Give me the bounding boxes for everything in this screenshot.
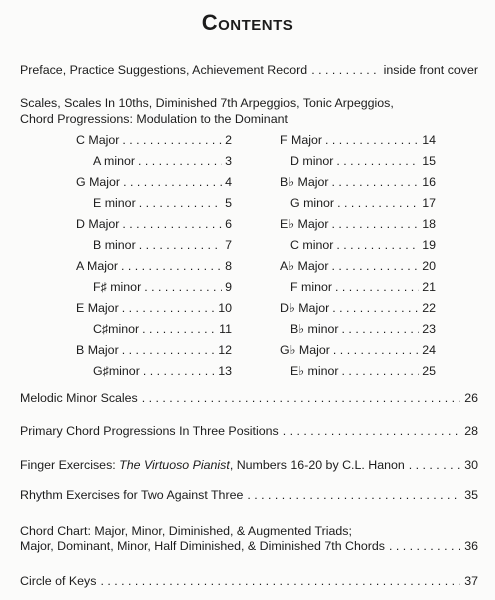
- dot-leader: [342, 322, 420, 337]
- key-name: E minor: [93, 196, 136, 210]
- dot-leader: [333, 343, 419, 358]
- key-page: 17: [422, 196, 436, 210]
- toc-entry-label: Circle of Keys: [20, 574, 97, 588]
- dot-leader: [122, 301, 216, 316]
- toc-entry-primary[interactable]: [20, 424, 478, 439]
- key-page: 4: [225, 175, 232, 189]
- dot-leader: [143, 364, 215, 379]
- key-name: B minor: [93, 238, 136, 252]
- dot-leader: [337, 196, 419, 211]
- dot-leader: [121, 259, 222, 274]
- toc-entry-label: Preface, Practice Suggestions, Achievement Record: [20, 63, 308, 77]
- dot-leader: [332, 175, 420, 190]
- key-name: G♭ Major: [280, 343, 330, 357]
- key-name: A Major: [76, 259, 119, 273]
- key-name: G minor: [290, 196, 335, 210]
- key-entry[interactable]: [76, 133, 232, 148]
- key-page: 20: [422, 259, 436, 273]
- page-title: Contents: [201, 10, 294, 35]
- toc-entry-label: Rhythm Exercises for Two Against Three: [20, 488, 244, 502]
- toc-entry-melodic[interactable]: [20, 391, 478, 406]
- toc-entry-label: Major, Dominant, Minor, Half Diminished, & Diminished 7th Chords: [20, 539, 385, 553]
- key-name: B♭ minor: [290, 322, 339, 336]
- key-entry[interactable]: [280, 343, 436, 358]
- key-page: 15: [422, 154, 436, 168]
- key-name: F minor: [290, 280, 332, 294]
- dot-leader: [122, 343, 216, 358]
- key-name: E♭ minor: [290, 364, 339, 378]
- key-entry[interactable]: [280, 259, 436, 274]
- toc-entry-label: Melodic Minor Scales: [20, 391, 138, 405]
- key-page: 18: [422, 217, 436, 231]
- scales-heading-line1: Scales, Scales In 10ths, Diminished 7th Arpeggios, Tonic Arpeggios,: [20, 96, 394, 110]
- dot-leader: [144, 280, 222, 295]
- key-entry[interactable]: [290, 364, 436, 379]
- dot-leader: [389, 539, 460, 554]
- scales-heading-line2: Chord Progressions: Modulation to the Dominant: [20, 112, 288, 126]
- key-page: 19: [422, 238, 436, 252]
- key-entry[interactable]: [76, 217, 232, 232]
- toc-entry-chord-chart[interactable]: [20, 539, 478, 554]
- key-name: G Major: [76, 175, 121, 189]
- key-page: 24: [422, 343, 436, 357]
- key-page: 12: [218, 343, 232, 357]
- dot-leader: [342, 364, 420, 379]
- key-entry[interactable]: [76, 259, 232, 274]
- key-entry[interactable]: [290, 196, 436, 211]
- label-suffix: , Numbers 16-20 by C.L. Hanon: [229, 458, 405, 472]
- key-page: 16: [422, 175, 436, 189]
- key-entry[interactable]: [290, 280, 436, 295]
- key-page: 22: [422, 301, 436, 315]
- key-entry[interactable]: [93, 238, 232, 253]
- dot-leader: [332, 259, 420, 274]
- key-entry[interactable]: [290, 322, 436, 337]
- dot-leader: [336, 154, 419, 169]
- key-name: E♭ Major: [280, 217, 329, 231]
- key-page: 21: [422, 280, 436, 294]
- key-entry[interactable]: [76, 301, 232, 316]
- key-entry[interactable]: [93, 154, 232, 169]
- key-entry[interactable]: [290, 154, 436, 169]
- toc-entry-chord-chart-line1: Chord Chart: Major, Minor, Diminished, & Augmented Triads;: [20, 524, 352, 538]
- key-entry[interactable]: [290, 238, 436, 253]
- key-page: 13: [218, 364, 232, 378]
- dot-leader: [335, 280, 419, 295]
- key-name: D minor: [290, 154, 334, 168]
- key-page: 10: [218, 301, 232, 315]
- dot-leader: [138, 154, 222, 169]
- dot-leader: [139, 238, 222, 253]
- dot-leader: [311, 63, 379, 78]
- key-name: C♯minor: [93, 322, 140, 336]
- dot-leader: [332, 301, 419, 316]
- dot-leader: [122, 133, 222, 148]
- key-name: D♭ Major: [280, 301, 330, 315]
- dot-leader: [332, 217, 420, 232]
- key-entry[interactable]: [280, 301, 436, 316]
- key-entry[interactable]: [93, 322, 232, 337]
- key-entry[interactable]: [93, 364, 232, 379]
- key-page: 14: [422, 133, 436, 147]
- dot-leader: [139, 196, 222, 211]
- toc-entry-page: 30: [464, 458, 478, 472]
- key-page: 11: [219, 322, 232, 336]
- toc-entry-rhythm[interactable]: [20, 488, 478, 503]
- key-page: 5: [225, 196, 232, 210]
- key-page: 2: [225, 133, 232, 147]
- key-name: D Major: [76, 217, 120, 231]
- toc-entry-label: [20, 458, 405, 473]
- book-title: The Virtuoso Pianist: [119, 458, 230, 472]
- key-name: F♯ minor: [93, 280, 142, 294]
- key-page: 25: [422, 364, 436, 378]
- key-name: A♭ Major: [280, 259, 329, 273]
- dot-leader: [409, 458, 460, 473]
- toc-entry-page: 37: [464, 574, 478, 588]
- toc-entry-label: Primary Chord Progressions In Three Positions: [20, 424, 279, 438]
- toc-entry-circle[interactable]: [20, 574, 478, 589]
- key-page: 9: [225, 280, 232, 294]
- key-entry[interactable]: [76, 343, 232, 358]
- toc-entry-page: inside front cover: [383, 63, 478, 77]
- key-name: B♭ Major: [280, 175, 329, 189]
- key-entry[interactable]: [76, 175, 232, 190]
- key-entry[interactable]: [93, 196, 232, 211]
- key-page: 3: [225, 154, 232, 168]
- dot-leader: [247, 488, 460, 503]
- key-entry[interactable]: [280, 217, 436, 232]
- key-entry[interactable]: [280, 175, 436, 190]
- toc-entry-page: 36: [464, 539, 478, 553]
- key-entry[interactable]: [93, 280, 232, 295]
- toc-entry-finger[interactable]: [20, 458, 478, 473]
- key-name: F Major: [280, 133, 322, 147]
- dot-leader: [325, 133, 419, 148]
- key-name: G♯minor: [93, 364, 140, 378]
- key-name: B Major: [76, 343, 119, 357]
- key-page: 6: [225, 217, 232, 231]
- toc-entry-page: 28: [464, 424, 478, 438]
- dot-leader: [100, 574, 460, 589]
- key-entry[interactable]: [280, 133, 436, 148]
- toc-entry-preface[interactable]: [20, 63, 478, 78]
- key-name: C minor: [290, 238, 334, 252]
- key-page: 23: [422, 322, 436, 336]
- dot-leader: [142, 322, 216, 337]
- dot-leader: [123, 175, 222, 190]
- dot-leader: [336, 238, 419, 253]
- key-name: E Major: [76, 301, 119, 315]
- dot-leader: [122, 217, 222, 232]
- key-name: A minor: [93, 154, 136, 168]
- toc-entry-page: 26: [464, 391, 478, 405]
- key-name: C Major: [76, 133, 120, 147]
- key-page: 7: [225, 238, 232, 252]
- dot-leader: [283, 424, 461, 439]
- key-page: 8: [225, 259, 232, 273]
- label-prefix: Finger Exercises:: [20, 458, 120, 472]
- toc-entry-page: 35: [464, 488, 478, 502]
- dot-leader: [142, 391, 460, 406]
